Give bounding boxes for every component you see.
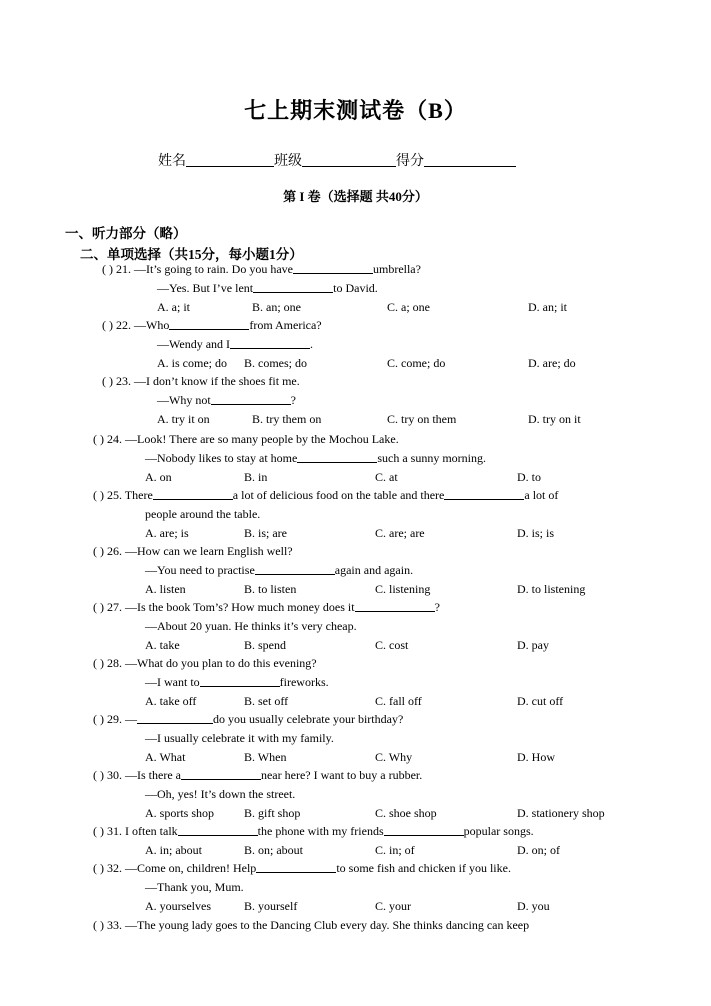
- answer-blank[interactable]: [211, 392, 291, 405]
- question-32-reply: [145, 879, 244, 895]
- question-text: —Look! There are so many people by the Mochou Lake.: [125, 432, 399, 446]
- reply-text: —You need to practise: [145, 563, 255, 577]
- question-text: popular songs.: [463, 824, 534, 838]
- option-c[interactable]: C. are; are: [375, 526, 425, 540]
- question-text: —: [125, 712, 137, 726]
- question-number: ( ) 22.: [102, 318, 131, 332]
- answer-blank[interactable]: [255, 562, 335, 575]
- name-blank[interactable]: [186, 152, 274, 167]
- reply-text: to David.: [333, 281, 378, 295]
- option-b[interactable]: B. When: [244, 750, 287, 764]
- section-heading-single-choice: 二、单项选择（共15分，每小题1分）: [80, 247, 303, 262]
- question-25-cont: [145, 506, 260, 522]
- option-d[interactable]: D. an; it: [528, 300, 567, 314]
- reply-text: —Why not: [157, 393, 211, 407]
- question-31: [93, 823, 534, 839]
- question-23-reply: [157, 392, 296, 408]
- option-d[interactable]: D. on; of: [517, 843, 560, 857]
- option-c[interactable]: C. cost: [375, 638, 409, 652]
- question-22-reply: [157, 336, 313, 352]
- question-number: ( ) 31.: [93, 824, 122, 838]
- option-b[interactable]: B. set off: [244, 694, 289, 708]
- option-d[interactable]: D. you: [517, 899, 550, 913]
- answer-blank[interactable]: [293, 261, 373, 274]
- question-26-reply: [145, 562, 413, 578]
- answer-blank[interactable]: [169, 317, 249, 330]
- question-text: —I don’t know if the shoes fit me.: [134, 374, 300, 388]
- reply-text: —Oh, yes! It’s down the street.: [145, 787, 296, 801]
- reply-text: —Thank you, Mum.: [145, 880, 244, 894]
- question-21-reply: [157, 280, 378, 296]
- answer-blank[interactable]: [181, 767, 261, 780]
- question-text: —What do you plan to do this evening?: [125, 656, 317, 670]
- question-32: [93, 860, 511, 876]
- option-b[interactable]: B. try them on: [252, 412, 322, 426]
- reply-text: —I want to: [145, 675, 200, 689]
- class-label: 班级: [274, 154, 302, 169]
- option-a[interactable]: A. a; it: [157, 300, 190, 314]
- reply-text: such a sunny morning.: [377, 451, 486, 465]
- question-27-reply: [145, 618, 357, 634]
- question-text: I often talk: [125, 824, 178, 838]
- option-a[interactable]: A. is come; do: [157, 356, 227, 370]
- question-number: ( ) 25.: [93, 488, 122, 502]
- score-label: 得分: [396, 154, 424, 169]
- option-b[interactable]: B. is; are: [244, 526, 287, 540]
- question-28-reply: [145, 674, 329, 690]
- question-number: ( ) 27.: [93, 600, 122, 614]
- option-d[interactable]: D. cut off: [517, 694, 564, 708]
- option-c[interactable]: C. fall off: [375, 694, 422, 708]
- name-label: 姓名: [158, 154, 186, 169]
- option-c[interactable]: C. come; do: [387, 356, 446, 370]
- question-26: [93, 543, 293, 559]
- option-c[interactable]: C. shoe shop: [375, 806, 437, 820]
- option-c[interactable]: C. try on them: [387, 412, 457, 426]
- option-a[interactable]: A. take: [145, 638, 180, 652]
- question-text: —The young lady goes to the Dancing Club every day. She thinks dancing can keep: [125, 918, 530, 932]
- question-text: —Who: [134, 318, 170, 332]
- question-text: near here? I want to buy a rubber.: [260, 768, 423, 782]
- question-text: ?: [434, 600, 440, 614]
- question-text: —Is there a: [125, 768, 181, 782]
- question-text: umbrella?: [372, 262, 421, 276]
- option-c[interactable]: C. in; of: [375, 843, 415, 857]
- option-a[interactable]: A. in; about: [145, 843, 202, 857]
- reply-text: ?: [290, 393, 296, 407]
- question-23: [102, 373, 300, 389]
- option-b[interactable]: B. in: [244, 470, 268, 484]
- answer-blank[interactable]: [153, 487, 233, 500]
- option-c[interactable]: C. at: [375, 470, 398, 484]
- option-c[interactable]: C. your: [375, 899, 411, 913]
- option-d[interactable]: D. is; is: [517, 526, 555, 540]
- answer-blank[interactable]: [253, 280, 333, 293]
- question-25: [93, 487, 558, 503]
- option-d[interactable]: D. try on it: [528, 412, 581, 426]
- option-b[interactable]: B. to listen: [244, 582, 297, 596]
- question-number: ( ) 23.: [102, 374, 131, 388]
- question-text: a lot of: [524, 488, 559, 502]
- student-info-line: [158, 150, 516, 170]
- question-21: [102, 261, 421, 277]
- option-a[interactable]: A. sports shop: [145, 806, 215, 820]
- answer-blank[interactable]: [178, 823, 258, 836]
- question-text: to some fish and chicken if you like.: [336, 861, 511, 875]
- option-a[interactable]: A. yourselves: [145, 899, 211, 913]
- question-number: ( ) 26.: [93, 544, 122, 558]
- option-d[interactable]: D. How: [517, 750, 555, 764]
- answer-blank[interactable]: [355, 599, 435, 612]
- option-d[interactable]: D. to listening: [517, 582, 586, 596]
- answer-blank[interactable]: [200, 674, 280, 687]
- option-b[interactable]: B. gift shop: [244, 806, 301, 820]
- question-24-reply: [145, 450, 486, 466]
- option-a[interactable]: A. try it on: [157, 412, 210, 426]
- question-text: —How can we learn English well?: [125, 544, 293, 558]
- option-b[interactable]: B. an; one: [252, 300, 301, 314]
- question-29: [93, 711, 403, 727]
- option-c[interactable]: C. a; one: [387, 300, 430, 314]
- answer-blank[interactable]: [230, 336, 310, 349]
- option-d[interactable]: D. stationery shop: [517, 806, 605, 820]
- question-number: ( ) 29.: [93, 712, 122, 726]
- option-d[interactable]: D. pay: [517, 638, 549, 652]
- volume-heading: 第 I 卷（选择题 共40分）: [283, 189, 428, 204]
- reply-text: fireworks.: [279, 675, 329, 689]
- question-28: [93, 655, 317, 671]
- question-text: people around the table.: [145, 507, 261, 521]
- option-b[interactable]: B. spend: [244, 638, 286, 652]
- section-heading-listening: 一、听力部分（略）: [65, 226, 187, 241]
- question-30-reply: [145, 786, 295, 802]
- option-a[interactable]: A. take off: [145, 694, 197, 708]
- page-title: 七上期末测试卷（B）: [244, 98, 467, 123]
- option-a[interactable]: A. on: [145, 470, 172, 484]
- question-text: —Come on, children! Help: [125, 861, 257, 875]
- question-22: [102, 317, 322, 333]
- question-text: —Is the book Tom’s? How much money does it: [125, 600, 355, 614]
- reply-text: .: [310, 337, 314, 351]
- class-blank[interactable]: [302, 152, 396, 167]
- question-27: [93, 599, 440, 615]
- score-blank[interactable]: [424, 152, 516, 167]
- answer-blank[interactable]: [297, 450, 377, 463]
- question-24: [93, 431, 399, 447]
- question-text: —It’s going to rain. Do you have: [134, 262, 293, 276]
- reply-text: —Wendy and I: [157, 337, 231, 351]
- question-text: There: [124, 488, 153, 502]
- reply-text: —Nobody likes to stay at home: [145, 451, 298, 465]
- option-a[interactable]: A. What: [145, 750, 186, 764]
- option-d[interactable]: D. are; do: [528, 356, 576, 370]
- option-a[interactable]: A. are; is: [145, 526, 189, 540]
- option-d[interactable]: D. to: [517, 470, 541, 484]
- reply-text: —About 20 yuan. He thinks it’s very cheap.: [145, 619, 357, 633]
- answer-blank[interactable]: [137, 711, 213, 724]
- option-b[interactable]: B. on; about: [244, 843, 303, 857]
- question-33: [93, 917, 529, 933]
- answer-blank[interactable]: [256, 860, 336, 873]
- reply-text: —Yes. But I’ve lent: [157, 281, 254, 295]
- answer-blank[interactable]: [444, 487, 524, 500]
- reply-text: again and again.: [334, 563, 414, 577]
- question-text: do you usually celebrate your birthday?: [213, 712, 404, 726]
- question-number: ( ) 30.: [93, 768, 122, 782]
- question-number: ( ) 21.: [102, 262, 131, 276]
- question-text: from America?: [249, 318, 322, 332]
- answer-blank[interactable]: [384, 823, 464, 836]
- question-text: a lot of delicious food on the table and there: [232, 488, 445, 502]
- option-b[interactable]: B. comes; do: [244, 356, 307, 370]
- question-30: [93, 767, 422, 783]
- option-c[interactable]: C. Why: [375, 750, 413, 764]
- question-number: ( ) 24.: [93, 432, 122, 446]
- question-number: ( ) 32.: [93, 861, 122, 875]
- question-text: the phone with my friends: [257, 824, 384, 838]
- option-c[interactable]: C. listening: [375, 582, 431, 596]
- question-number: ( ) 28.: [93, 656, 122, 670]
- option-a[interactable]: A. listen: [145, 582, 186, 596]
- option-b[interactable]: B. yourself: [244, 899, 298, 913]
- question-29-reply: [145, 730, 334, 746]
- reply-text: —I usually celebrate it with my family.: [145, 731, 334, 745]
- question-number: ( ) 33.: [93, 918, 122, 932]
